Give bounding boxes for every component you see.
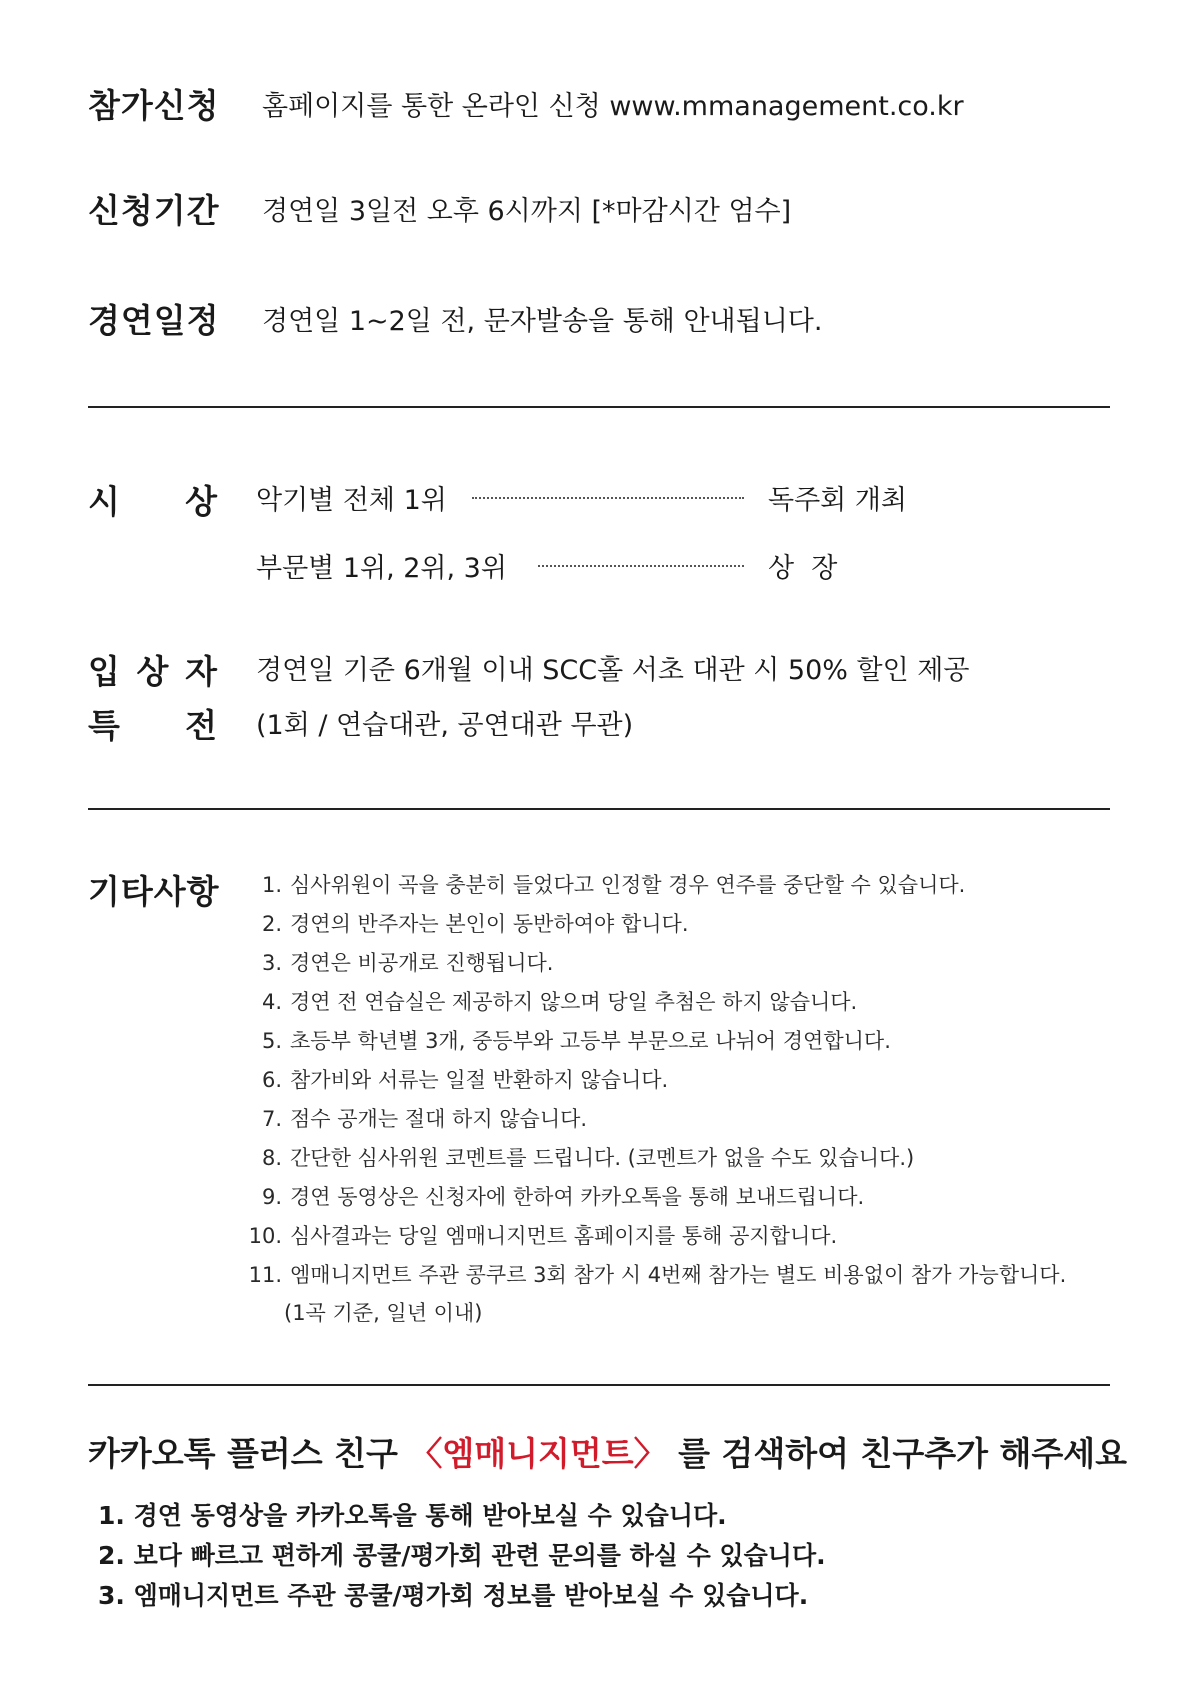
list-number: 11. — [248, 1263, 282, 1287]
divider-2 — [88, 808, 1110, 810]
divider-3 — [88, 1384, 1110, 1386]
list-number: 3. — [261, 951, 282, 975]
apply-label: 참가신청 — [88, 86, 220, 125]
misc-label: 기타사항 — [88, 872, 220, 911]
list-number: 8. — [261, 1146, 282, 1170]
list-text: 참가비와 서류는 일절 반환하지 않습니다. — [290, 1068, 669, 1092]
award-desc-2: 부문별 1위, 2위, 3위 — [256, 553, 507, 584]
winner-label-char: 전 — [185, 706, 218, 745]
kakao-title-highlight: 〈엠매니지먼트〉 — [409, 1434, 667, 1473]
list-text: 심사결과는 당일 엠매니지먼트 홈페이지를 통해 공지합니다. — [290, 1224, 838, 1248]
winner-benefit-label-2 — [88, 700, 218, 747]
divider-1 — [88, 406, 1110, 408]
winner-label-char: 특 — [88, 706, 121, 745]
list-item — [240, 1061, 1066, 1100]
list-text: 경연은 비공개로 진행됩니다. — [290, 951, 554, 975]
list-text: 경연 동영상은 신청자에 한하여 카카오톡을 통해 보내드립니다. — [290, 1185, 865, 1209]
list-text: 엠매니지먼트 주관 콩쿠르 3회 참가 시 4번째 참가는 별도 비용없이 참가 가능합니다. — [290, 1263, 1067, 1287]
list-number: 1. — [261, 873, 282, 897]
list-item — [240, 1178, 1066, 1217]
list-number: 9. — [261, 1185, 282, 1209]
list-text: 심사위원이 곡을 충분히 들었다고 인정할 경우 연주를 중단할 수 있습니다. — [290, 873, 966, 897]
list-text: 간단한 심사위원 코멘트를 드립니다. (코멘트가 없을 수도 있습니다.) — [290, 1146, 915, 1170]
award-prize-1: 독주회 개최 — [768, 485, 907, 516]
awards-label-char: 시 — [88, 482, 121, 521]
kakao-title-suffix: 를 검색하여 친구추가 해주세요 — [666, 1434, 1128, 1473]
list-text: 경연 전 연습실은 제공하지 않으며 당일 추첨은 하지 않습니다. — [290, 990, 858, 1014]
list-text: 점수 공개는 절대 하지 않습니다. — [290, 1107, 588, 1131]
misc-list — [240, 866, 1066, 1295]
schedule-label: 경연일정 — [88, 301, 220, 340]
winner-label-char: 자 — [185, 652, 218, 691]
list-text: 경연의 반주자는 본인이 동반하여야 합니다. — [290, 912, 689, 936]
winner-label-char: 상 — [136, 652, 170, 691]
list-number: 6. — [261, 1068, 282, 1092]
apply-value: 홈페이지를 통한 온라인 신청 www.mmanagement.co.kr — [262, 91, 964, 122]
kakao-title — [88, 1428, 1127, 1475]
kakao-benefits-list — [98, 1496, 826, 1616]
winner-label-char: 입 — [88, 652, 121, 691]
period-value: 경연일 3일전 오후 6시까지 [*마감시간 엄수] — [262, 196, 792, 227]
list-number: 7. — [261, 1107, 282, 1131]
list-item — [240, 1022, 1066, 1061]
awards-label-char: 상 — [185, 482, 218, 521]
list-item — [240, 1217, 1066, 1256]
winner-benefit-line-2: (1회 / 연습대관, 공연대관 무관) — [256, 710, 634, 741]
list-item — [240, 983, 1066, 1022]
misc-continuation: (1곡 기준, 일년 이내) — [284, 1301, 483, 1325]
list-item — [240, 944, 1066, 983]
list-item: 1. 경연 동영상을 카카오톡을 통해 받아보실 수 있습니다. — [98, 1501, 727, 1530]
list-item: 2. 보다 빠르고 편하게 콩쿨/평가회 관련 문의를 하실 수 있습니다. — [98, 1541, 826, 1570]
award-leader-2 — [538, 565, 744, 567]
award-leader-1 — [472, 497, 744, 499]
award-desc-1: 악기별 전체 1위 — [256, 485, 447, 516]
list-number: 5. — [261, 1029, 282, 1053]
award-prize-2: 상 장 — [768, 553, 838, 584]
list-text: 초등부 학년별 3개, 중등부와 고등부 부문으로 나뉘어 경연합니다. — [290, 1029, 891, 1053]
list-item — [240, 1100, 1066, 1139]
list-number: 10. — [248, 1224, 282, 1248]
list-item — [240, 905, 1066, 944]
winner-benefit-line-1: 경연일 기준 6개월 이내 SCC홀 서초 대관 시 50% 할인 제공 — [256, 655, 970, 686]
winner-benefit-label-1 — [88, 646, 218, 693]
kakao-title-prefix: 카카오톡 플러스 친구 — [88, 1434, 410, 1473]
list-item — [240, 1139, 1066, 1178]
list-number: 2. — [261, 912, 282, 936]
list-item: 3. 엠매니지먼트 주관 콩쿨/평가회 정보를 받아보실 수 있습니다. — [98, 1581, 809, 1610]
list-item — [240, 1256, 1066, 1295]
list-number: 4. — [261, 990, 282, 1014]
period-label: 신청기간 — [88, 191, 220, 230]
awards-label — [88, 476, 218, 523]
schedule-value: 경연일 1~2일 전, 문자발송을 통해 안내됩니다. — [262, 306, 823, 337]
list-item — [240, 866, 1066, 905]
